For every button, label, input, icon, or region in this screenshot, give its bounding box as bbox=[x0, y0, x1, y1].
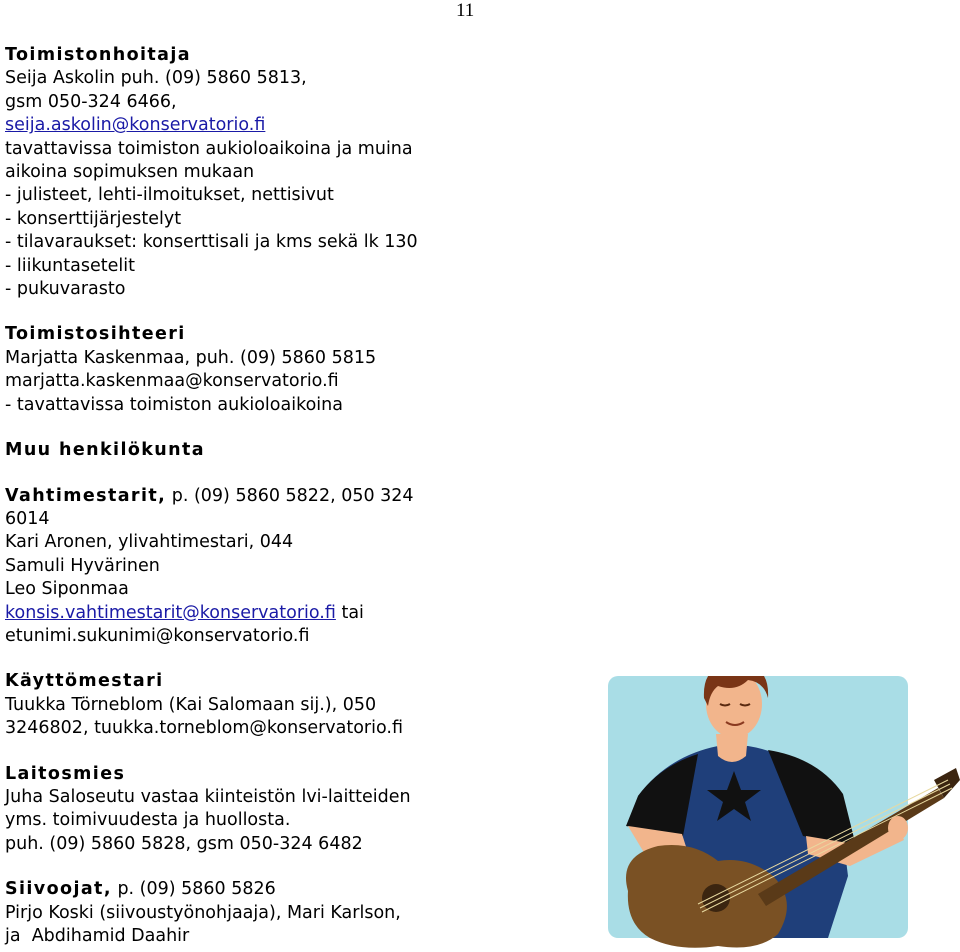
detail-line: - pukuvarasto bbox=[5, 279, 126, 300]
operations-manager-section bbox=[5, 670, 465, 740]
section-heading: Laitosmies bbox=[5, 763, 126, 784]
section-heading: Muu henkilökunta bbox=[5, 440, 205, 461]
contact-line: Marjatta Kaskenmaa, puh. (09) 5860 5815 bbox=[5, 347, 377, 368]
contact-line: Seija Askolin puh. (09) 5860 5813, bbox=[5, 68, 307, 89]
contact-line: puh. (09) 5860 5828, gsm 050-324 6482 bbox=[5, 833, 363, 854]
word: Saloseutu bbox=[48, 786, 135, 807]
word: kiinteistön bbox=[204, 786, 296, 807]
contact-line: gsm 050-324 6466, bbox=[5, 91, 177, 112]
email-suffix: tai bbox=[335, 602, 364, 623]
contact-line: etunimi.sukunimi@konservatorio.fi bbox=[5, 625, 310, 646]
section-heading: Toimistonhoitaja bbox=[5, 45, 191, 65]
section-label: Vahtimestarit, bbox=[5, 485, 167, 506]
office-manager-section bbox=[5, 44, 465, 301]
detail-line: - liikuntasetelit bbox=[5, 255, 135, 276]
contact-line: 3246802, tuukka.torneblom@konservatorio.fi bbox=[5, 718, 403, 739]
word: Juha bbox=[5, 786, 44, 807]
contact-line: - tavattavissa toimiston aukioloaikoina bbox=[5, 394, 343, 415]
contact-line: ja Abdihamid Daahir bbox=[5, 926, 190, 946]
guitar-player-icon bbox=[598, 676, 960, 952]
contact-line: yms. toimivuudesta ja huollosta. bbox=[5, 810, 291, 831]
word: Törneblom bbox=[71, 694, 164, 715]
maintenance-section bbox=[5, 763, 465, 857]
word: (Kai bbox=[168, 694, 203, 715]
contact-line: Samuli Hyvärinen bbox=[5, 555, 160, 576]
justified-line bbox=[5, 694, 461, 717]
neck bbox=[716, 734, 748, 762]
contact-line: marjatta.kaskenmaa@konservatorio.fi bbox=[5, 371, 339, 392]
phone-text: p. (09) 5860 5822, 050 324 bbox=[166, 485, 414, 506]
word: sij.), bbox=[300, 694, 338, 715]
detail-line: aikoina sopimuksen mukaan bbox=[5, 162, 255, 183]
contact-line: Pirjo Koski (siivoustyönohjaaja), Mari Karlson, bbox=[5, 902, 401, 923]
detail-line: - tilavaraukset: konserttisali ja kms sekä lk 130 bbox=[5, 232, 418, 253]
cleaners-section bbox=[5, 878, 465, 948]
detail-line: tavattavissa toimiston aukioloaikoina ja muina bbox=[5, 138, 413, 159]
contact-line: Kari Aronen, ylivahtimestari, 044 bbox=[5, 532, 294, 553]
contact-column bbox=[5, 44, 465, 948]
word: Tuukka bbox=[5, 694, 66, 715]
office-secretary-section bbox=[5, 323, 465, 417]
sound-hole bbox=[702, 884, 730, 912]
fret-hand bbox=[888, 816, 908, 840]
word: 050 bbox=[342, 694, 377, 715]
word: vastaa bbox=[140, 786, 200, 807]
detail-line: - konserttijärjestelyt bbox=[5, 208, 182, 229]
janitors-section bbox=[5, 485, 465, 649]
page-number: 11 bbox=[456, 0, 475, 21]
section-heading: Toimistosihteeri bbox=[5, 324, 186, 345]
contact-line: Leo Siponmaa bbox=[5, 579, 129, 600]
email-link[interactable]: seija.askolin@konservatorio.fi bbox=[5, 115, 266, 136]
detail-line: - julisteet, lehti-ilmoitukset, nettisivut bbox=[5, 185, 334, 206]
section-heading: Käyttömestari bbox=[5, 671, 164, 692]
email-link[interactable]: konsis.vahtimestarit@konservatorio.fi bbox=[5, 602, 336, 623]
justified-line bbox=[5, 786, 459, 809]
word: lvi-laitteiden bbox=[301, 786, 411, 807]
section-label: Siivoojat, bbox=[5, 879, 112, 900]
phone-text: p. (09) 5860 5826 bbox=[111, 879, 276, 900]
contact-line: 6014 bbox=[5, 508, 50, 529]
word: Salomaan bbox=[207, 694, 295, 715]
